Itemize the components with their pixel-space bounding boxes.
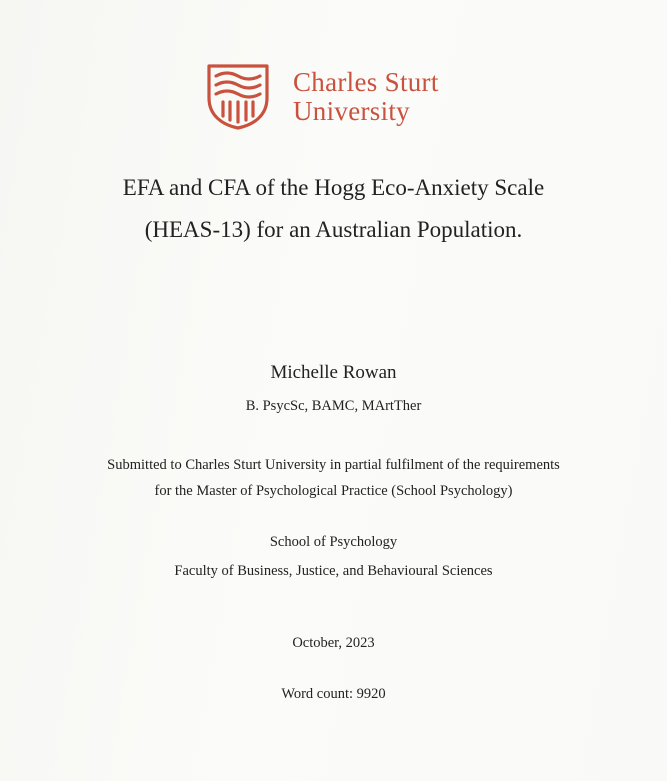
author-name: Michelle Rowan — [270, 362, 397, 383]
author-degrees: B. PsycSc, BAMC, MArtTher — [245, 398, 422, 414]
school-name: School of Psychology — [269, 534, 398, 550]
word-count: Word count: 9920 — [281, 686, 386, 702]
csu-crest-icon — [205, 62, 271, 130]
thesis-title-line2: (HEAS-13) for an Australian Population. — [144, 217, 523, 242]
university-name-line1: Charles Sturt — [293, 67, 439, 97]
submission-statement — [0, 452, 667, 504]
affiliation — [0, 528, 667, 586]
submission-line1: Submitted to Charles Sturt University in partial fulfilment of the requirements — [107, 457, 560, 473]
thesis-title — [0, 167, 667, 251]
faculty-name: Faculty of Business, Justice, and Behavioural Sciences — [174, 563, 493, 579]
university-name-line2: University — [293, 96, 410, 126]
submission-line2: for the Master of Psychological Practice (School Psychology) — [154, 483, 513, 499]
university-name — [293, 68, 439, 126]
university-logo — [205, 62, 439, 130]
thesis-title-line1: EFA and CFA of the Hogg Eco-Anxiety Scale — [122, 175, 545, 200]
submission-date: October, 2023 — [292, 635, 375, 651]
